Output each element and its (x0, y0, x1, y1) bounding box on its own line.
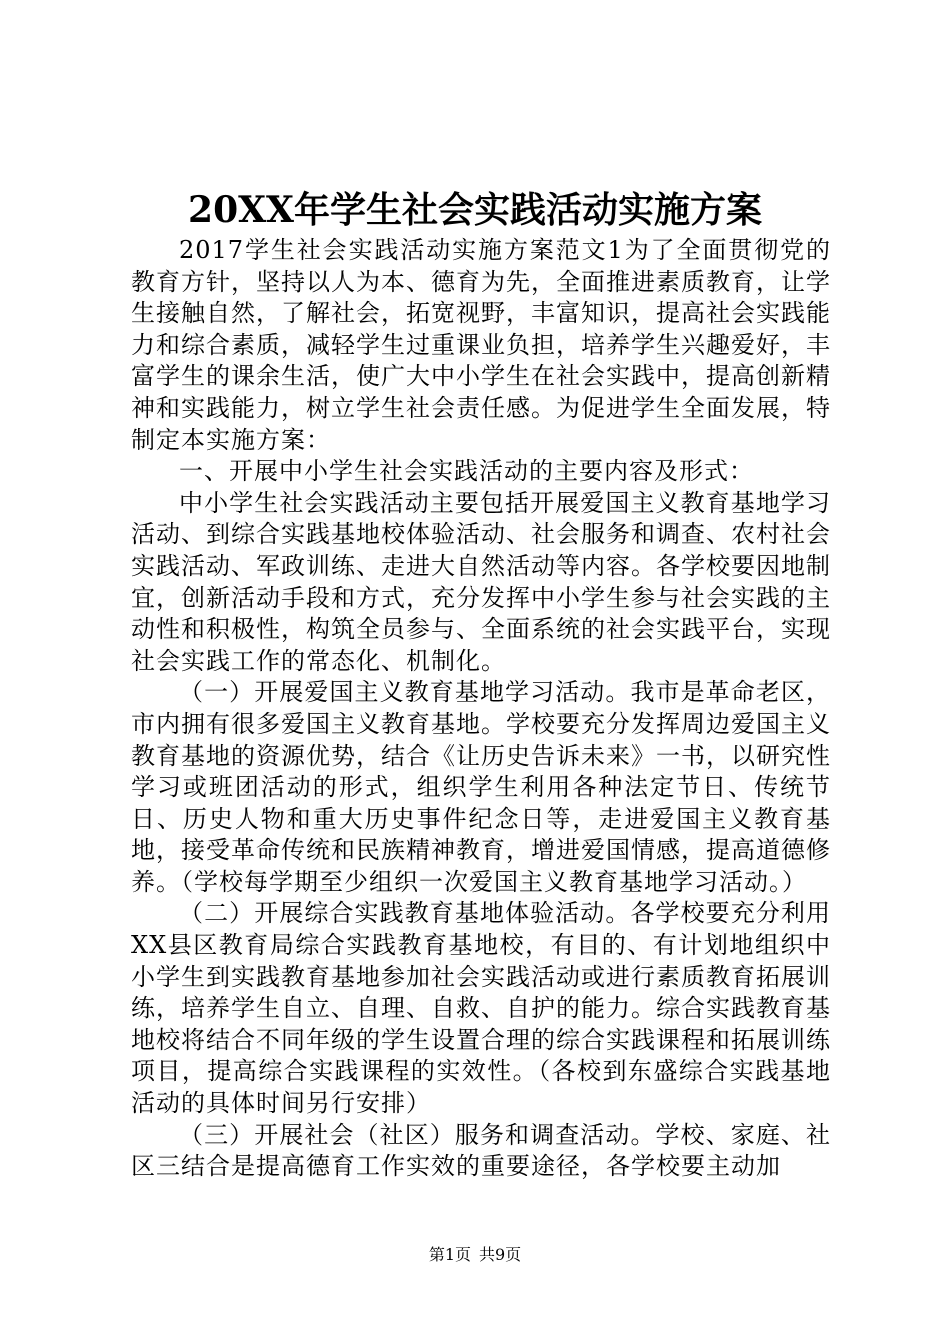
document-body (131, 235, 831, 1183)
paragraph-item-two: （二）开展综合实践教育基地体验活动。各学校要充分利用XX县区教育局综合实践教育基地校，有目的、有计划地组织中小学生到实践教育基地参加社会实践活动或进行素质教育拓展训练，培养学生自立、自理、自救、自护的能力。综合实践教育基地校将结合不同年级的学生设置合理的综合实践课程和拓展训练项目，提高综合实践课程的实效性。（各校到东盛综合实践基地活动的具体时间另行安排） (131, 899, 831, 1118)
page-total: 共9页 (479, 1245, 522, 1264)
document-title: 20XX年学生社会实践活动实施方案 (188, 189, 762, 231)
page-number: 第1页 (428, 1245, 471, 1264)
paragraph-item-three: （三）开展社会（社区）服务和调查活动。学校、家庭、社区三结合是提高德育工作实效的重要途径，各学校要主动加 (131, 1120, 831, 1181)
paragraph-intro: 2017学生社会实践活动实施方案范文1为了全面贯彻党的教育方针，坚持以人为本、德育为先，全面推进素质教育，让学生接触自然，了解社会，拓宽视野，丰富知识，提高社会实践能力和综合素质，减轻学生过重课业负担，培养学生兴趣爱好，丰富学生的课余生活，使广大中小学生在社会实践中，提高创新精神和实践能力，树立学生社会责任感。为促进学生全面发展，特制定本实施方案： (131, 236, 831, 454)
paragraph-item-one: （一）开展爱国主义教育基地学习活动。我市是革命老区，市内拥有很多爱国主义教育基地。学校要充分发挥周边爱国主义教育基地的资源优势，结合《让历史告诉未来》一书，以研究性学习或班团活动的形式，组织学生利用各种法定节日、传统节日、历史人物和重大历史事件纪念日等，走进爱国主义教育基地，接受革命传统和民族精神教育，增进爱国情感，提高道德修养。（学校每学期至少组织一次爱国主义教育基地学习活动。） (131, 678, 831, 896)
page-footer (0, 1243, 950, 1267)
paragraph-section-heading: 一、开展中小学生社会实践活动的主要内容及形式： (179, 457, 754, 486)
paragraph-main-content: 中小学生社会实践活动主要包括开展爱国主义教育基地学习活动、到综合实践基地校体验活动、社会服务和调查、农村社会实践活动、军政训练、走进大自然活动等内容。各学校要因地制宜，创新活动手段和方式，充分发挥中小学生参与社会实践的主动性和积极性，构筑全员参与、全面系统的社会实践平台，实现社会实践工作的常态化、机制化。 (131, 488, 831, 675)
